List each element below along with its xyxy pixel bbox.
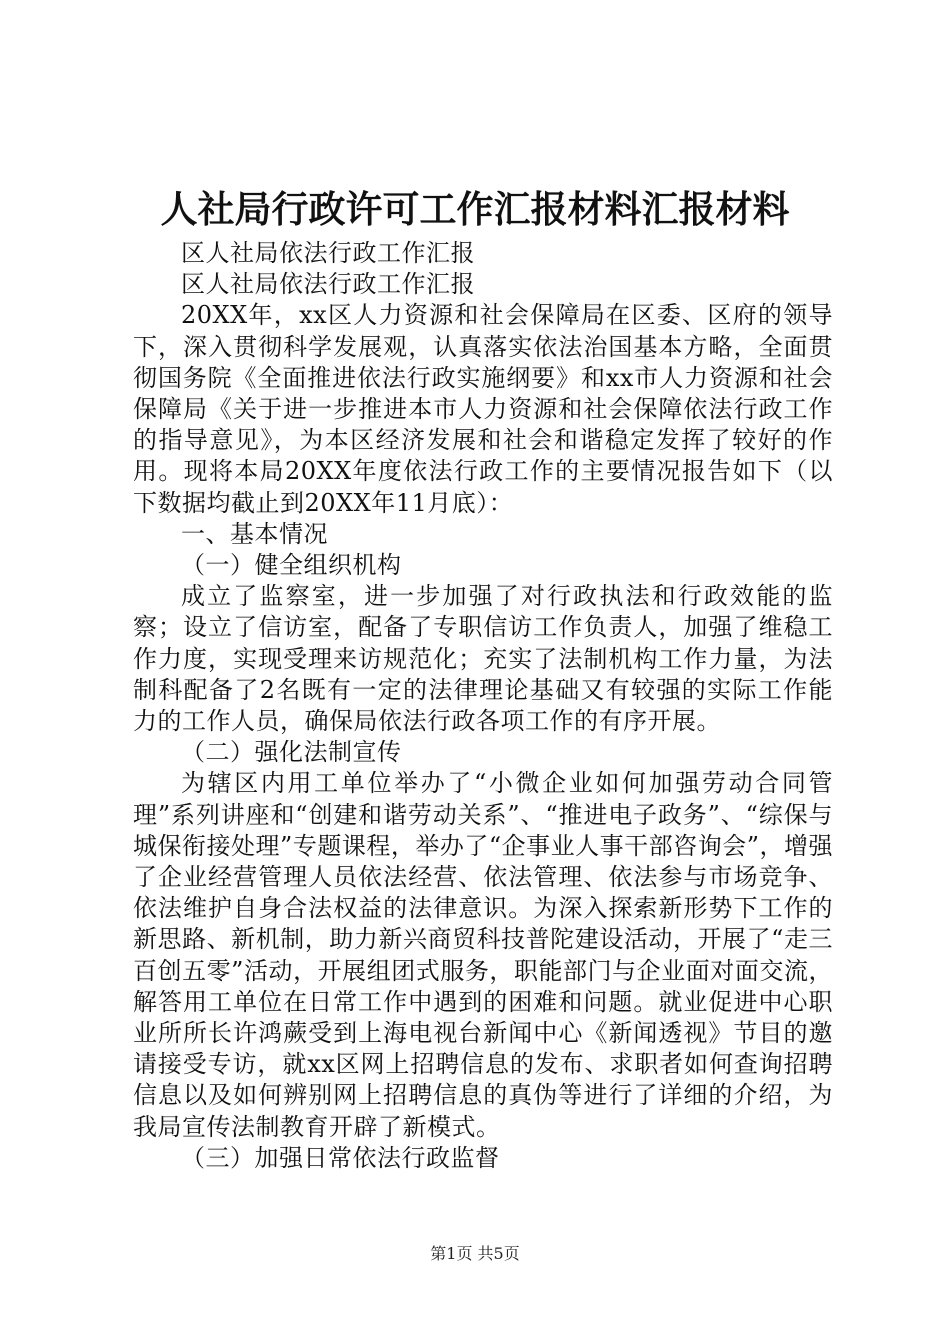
paragraph-publicity: 为辖区内用工单位举办了“小微企业如何加强劳动合同管理”系列讲座和“创建和谐劳动关系”、“推进电子政务”、“综保与城保衔接处理”专题课程，举办了“企事业人事干部咨询会”，增强了企业经营管理人员依法经营、依法管理、依法参与市场竞争、依法维护自身合法权益的法律意识。为深入探索新形势下工作的新思路、新机制，助力新兴商贸科技普陀建设活动，开展了“走三百创五零”活动，开展组团式服务，职能部门与企业面对面交流，解答用工单位在日常工作中遇到的困难和问题。就业促进中心职业所所长许鸿蕨受到上海电视台新闻中心《新闻透视》节目的邀请接受专访，就xx区网上招聘信息的发布、求职者如何查询招聘信息以及如何辨别网上招聘信息的真伪等进行了详细的介绍，为我局宣传法制教育开辟了新模式。 — [133, 769, 833, 1141]
subsection-heading-3: （三）加强日常依法行政监督 — [181, 1143, 500, 1172]
page-footer: 第1页 共5页 — [430, 1244, 520, 1263]
paragraph-organization: 成立了监察室，进一步加强了对行政执法和行政效能的监察；设立了信访室，配备了专职信访工作负责人，加强了维稳工作力度，实现受理来访规范化；充实了法制机构工作力量，为法制科配备了2名既有一定的法律理论基础又有较强的实际工作能力的工作人员，确保局依法行政各项工作的有序开展。 — [133, 582, 833, 736]
subsection-heading-2: （二）强化法制宣传 — [181, 738, 402, 767]
subsection-heading-1: （一）健全组织机构 — [181, 551, 402, 580]
subtitle-line-2: 区人社局依法行政工作汇报 — [181, 270, 475, 299]
document-body — [133, 238, 833, 1174]
paragraph-intro: 20XX年，xx区人力资源和社会保障局在区委、区府的领导下，深入贯彻科学发展观，认真落实依法治国基本方略，全面贯彻国务院《全面推进依法行政实施纲要》和xx市人力资源和社会保障局《关于进一步推进本市人力资源和社会保障依法行政工作的指导意见》，为本区经济发展和社会和谐稳定发挥了较好的作用。现将本局20XX年度依法行政工作的主要情况报告如下（以下数据均截止到20XX年11月底）： — [133, 301, 833, 517]
subtitle-line-1: 区人社局依法行政工作汇报 — [181, 239, 475, 267]
document-title: 人社局行政许可工作汇报材料汇报材料 — [160, 187, 790, 231]
section-heading-basic: 一、基本情况 — [181, 519, 328, 548]
